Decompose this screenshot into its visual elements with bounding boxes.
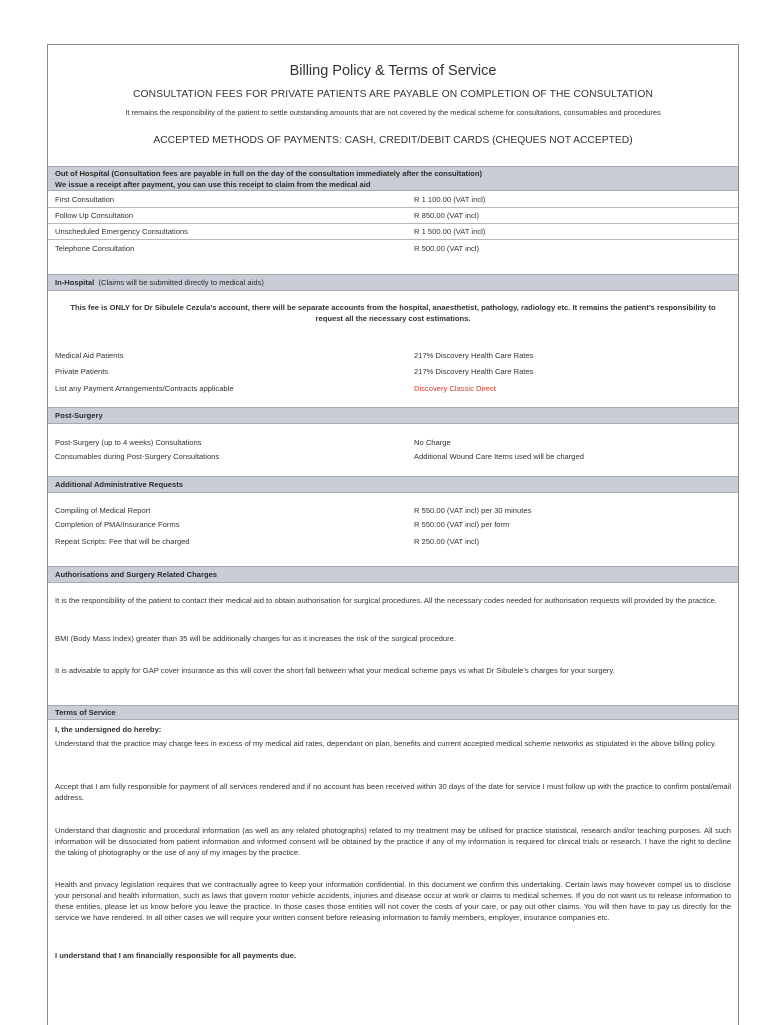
- terms-heading: Terms of Service: [55, 708, 116, 717]
- fee-row-label: Telephone Consultation: [55, 244, 135, 253]
- terms-paragraph: Understand that diagnostic and procedural information (as well as any related photographs) related to my treatment may be utilised for practice statistical, research and/or teaching purposes. All such information will be dissociated from patient information and informed consent will be obtained by the practice if any of my information is required for clinical trials or research. I have the right to decline the taking of photography or the use of any of my images by the practice.: [55, 826, 731, 857]
- authorisations-header: [48, 566, 738, 583]
- in-hospital-claims-note: (Claims will be submitted directly to medical aids): [98, 278, 264, 287]
- in-hospital-row-label: Private Patients: [55, 367, 109, 376]
- in-hospital-heading: In-Hospital: [55, 278, 95, 287]
- admin-row-label: Repeat Scripts: Fee that will be charged: [55, 537, 190, 546]
- terms-paragraph: Understand that the practice may charge fees in excess of my medical aid rates, dependant on plan, benefits and current accepted medical scheme networks as stipulated in the above billing policy.: [55, 739, 717, 748]
- admin-requests-header: [48, 476, 738, 493]
- in-hospital-row-value: 217% Discovery Health Care Rates: [414, 351, 534, 360]
- terms-paragraph: Accept that I am fully responsible for payment of all services rendered and if no account has been received within 30 days of the date for service I must follow up with the practice to confirm postal/email address.: [55, 782, 731, 802]
- row-divider: [48, 239, 738, 240]
- out-of-hospital-header: [48, 166, 738, 191]
- admin-row-value: R 550.00 (VAT incl) per form: [414, 520, 510, 529]
- document-title: Billing Policy & Terms of Service: [289, 63, 497, 79]
- fee-row-value: R 1 100.00 (VAT incl): [414, 195, 486, 204]
- authorisations-heading: Authorisations and Surgery Related Charges: [55, 570, 218, 579]
- row-divider: [48, 207, 738, 208]
- in-hospital-row-value: 217% Discovery Health Care Rates: [414, 367, 534, 376]
- fee-row-value: R 1 500.00 (VAT incl): [414, 227, 486, 236]
- post-surgery-row-label: Consumables during Post-Surgery Consultations: [55, 452, 220, 461]
- admin-row-value: R 250.00 (VAT incl): [414, 537, 479, 546]
- payment-methods-notice: ACCEPTED METHODS OF PAYMENTS: CASH, CREDIT/DEBIT CARDS (CHEQUES NOT ACCEPTED): [153, 135, 633, 146]
- post-surgery-header: [48, 407, 738, 424]
- admin-row-value: R 550.00 (VAT incl) per 30 minutes: [414, 506, 532, 515]
- privacy-paragraph: Health and privacy legislation requires that we contractually agree to keep your information confidential. In this document we confirm this undertaking. Certain laws may however compel us to disclose your personal and health information, such as laws that govern motor vehicle accidents, injuries and disease occur at work or claims to medical schemes. If you do not want us to release information to these entities, please let us know before you leave the practice. In those cases those entities will not cover the costs of your care, or pay out other claims. You will then have to pay us directly for the service we have rendered. In all other cases we will require your written consent before releasing information to family members, employer, insurance companies etc.: [55, 880, 731, 922]
- admin-requests-heading: Additional Administrative Requests: [55, 480, 183, 489]
- payment-arrangement-value: Discovery Classic Direct: [414, 384, 496, 393]
- billing-policy-document: [47, 44, 739, 1025]
- post-surgery-row-value: Additional Wound Care Items used will be charged: [414, 452, 584, 461]
- post-surgery-row-label: Post-Surgery (up to 4 weeks) Consultations: [55, 438, 202, 447]
- terms-header: [48, 705, 738, 720]
- fee-row-label: Unscheduled Emergency Consultations: [55, 227, 188, 236]
- responsibility-note: It remains the responsibility of the patient to settle outstanding amounts that are not covered by the medical scheme for consultations, consumables and procedures: [125, 108, 661, 117]
- in-hospital-header: [48, 274, 738, 291]
- fee-row-value: R 500.00 (VAT incl): [414, 244, 479, 253]
- out-of-hospital-receipt-note: We issue a receipt after payment, you can use this receipt to claim from the medical aid: [55, 179, 371, 189]
- in-hospital-row-label: List any Payment Arrangements/Contracts applicable: [55, 384, 234, 393]
- terms-intro: I, the undersigned do hereby:: [55, 725, 162, 734]
- gap-cover-paragraph: It is advisable to apply for GAP cover insurance as this will cover the short fall between what your medical scheme pays vs what Dr Sibulele’s charges for your surgery.: [55, 666, 615, 675]
- fee-row-value: R 850.00 (VAT incl): [414, 211, 479, 220]
- row-divider: [48, 223, 738, 224]
- out-of-hospital-heading: Out of Hospital (Consultation fees are payable in full on the day of the consultation immediately after the consultation): [55, 169, 482, 178]
- bmi-paragraph: BMI (Body Mass Index) greater than 35 will be additionally charges for as it increases the risk of the surgical procedure.: [55, 634, 456, 643]
- in-hospital-row-label: Medical Aid Patients: [55, 351, 124, 360]
- post-surgery-heading: Post-Surgery: [55, 411, 103, 420]
- admin-row-label: Compiling of Medical Report: [55, 506, 151, 515]
- consultation-fees-notice: CONSULTATION FEES FOR PRIVATE PATIENTS ARE PAYABLE ON COMPLETION OF THE CONSULTATION: [132, 89, 654, 100]
- admin-row-label: Completion of PMA/Insurance Forms: [55, 520, 180, 529]
- in-hospital-notice: This fee is ONLY for Dr Sibulele Cezula’s account, there will be separate accounts from the hospital, anaesthetist, pathology, radiology etc. It remains the patient’s responsibility to request all the necessary cost estimations.: [70, 303, 716, 323]
- fee-row-label: First Consultation: [55, 195, 115, 204]
- authorisation-paragraph: It is the responsibility of the patient to contact their medical aid to obtain authorisation for surgical procedures. All the necessary codes needed for authorisation requests will provided by the practice.: [55, 596, 717, 605]
- financial-responsibility-statement: I understand that I am financially responsible for all payments due.: [55, 951, 296, 960]
- post-surgery-row-value: No Charge: [414, 438, 451, 447]
- fee-row-label: Follow Up Consultation: [55, 211, 134, 220]
